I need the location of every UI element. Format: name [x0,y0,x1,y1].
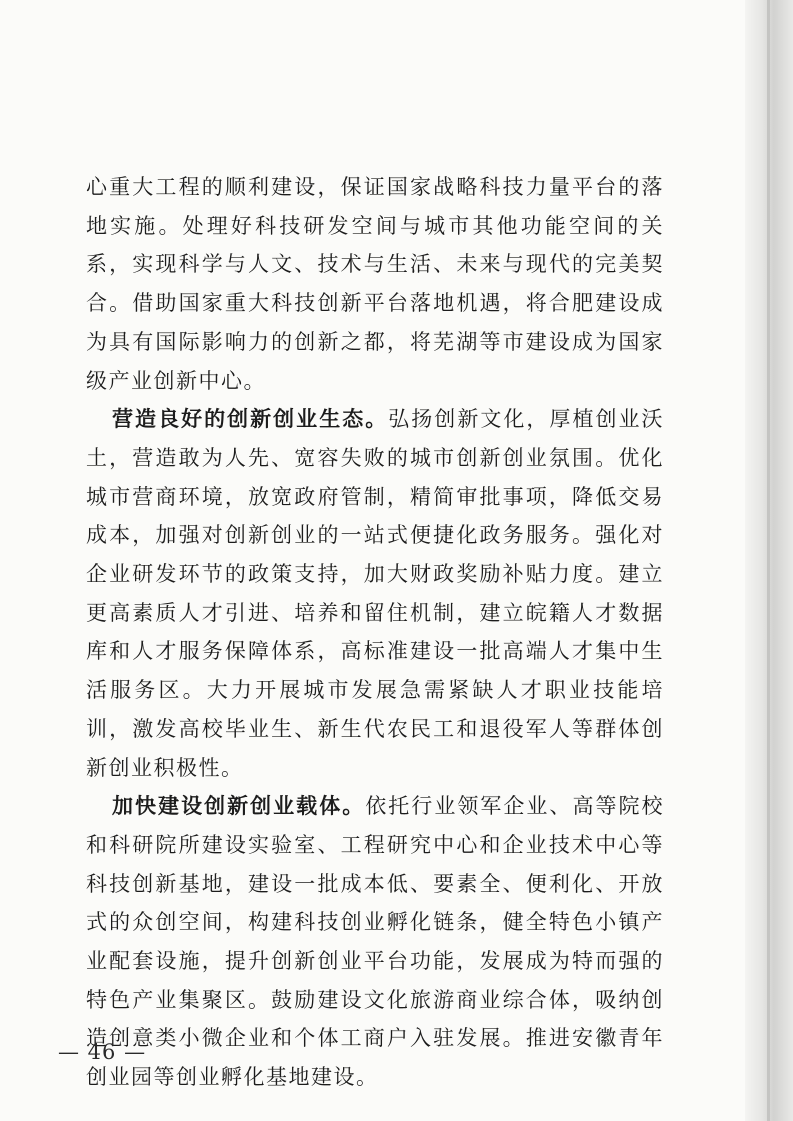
scan-edge-shadow [745,0,793,1121]
paragraph-continuation [86,168,664,400]
paragraph-heading: 加快建设创新创业载体。 [112,793,366,819]
paragraph-text: 弘扬创新文化，厚植创业沃土，营造敢为人先、宽容失败的城市创新创业氛围。优化城市营商环境，放宽政府管制，精简审批事项，降低交易成本，加强对创新创业的一站式便捷化政务服务。强化对企业研发环节的政策支持，加大财政奖励补贴力度。建立更高素质人才引进、培养和留住机制，建立皖籍人才数据库和人才服务保障体系，高标准建设一批高端人才集中生活服务区。大力开展城市发展急需紧缺人才职业技能培训，激发高校毕业生、新生代农民工和退役军人等群体创新创业积极性。 [86,407,665,780]
paragraph-heading: 营造良好的创新创业生态。 [112,406,389,432]
body-text [86,168,664,1097]
page-number: — 46 — [58,1040,147,1064]
paragraph-text: 依托行业领军企业、高等院校和科研院所建设实验室、工程研究中心和企业技术中心等科技创新基地，建设一批成本低、要素全、便利化、开放式的众创空间，构建科技创业孵化链条，健全特色小镇产业配套设施，提升创新创业平台功能，发展成为特而强的特色产业集聚区。鼓励建设文化旅游商业综合体，吸纳创造创意类小微企业和个体工商户入驻发展。推进安徽青年创业园等创业孵化基地建设。 [86,794,665,1090]
paragraph-innovation-ecosystem [86,400,664,787]
paragraph-innovation-carriers [86,787,664,1097]
paragraph-text: 心重大工程的顺利建设，保证国家战略科技力量平台的落地实施。处理好科技研发空间与城市其他功能空间的关系，实现科学与人文、技术与生活、未来与现代的完美契合。借助国家重大科技创新平台落地机遇，将合肥建设成为具有国际影响力的创新之都，将芜湖等市建设成为国家级产业创新中心。 [86,175,664,393]
